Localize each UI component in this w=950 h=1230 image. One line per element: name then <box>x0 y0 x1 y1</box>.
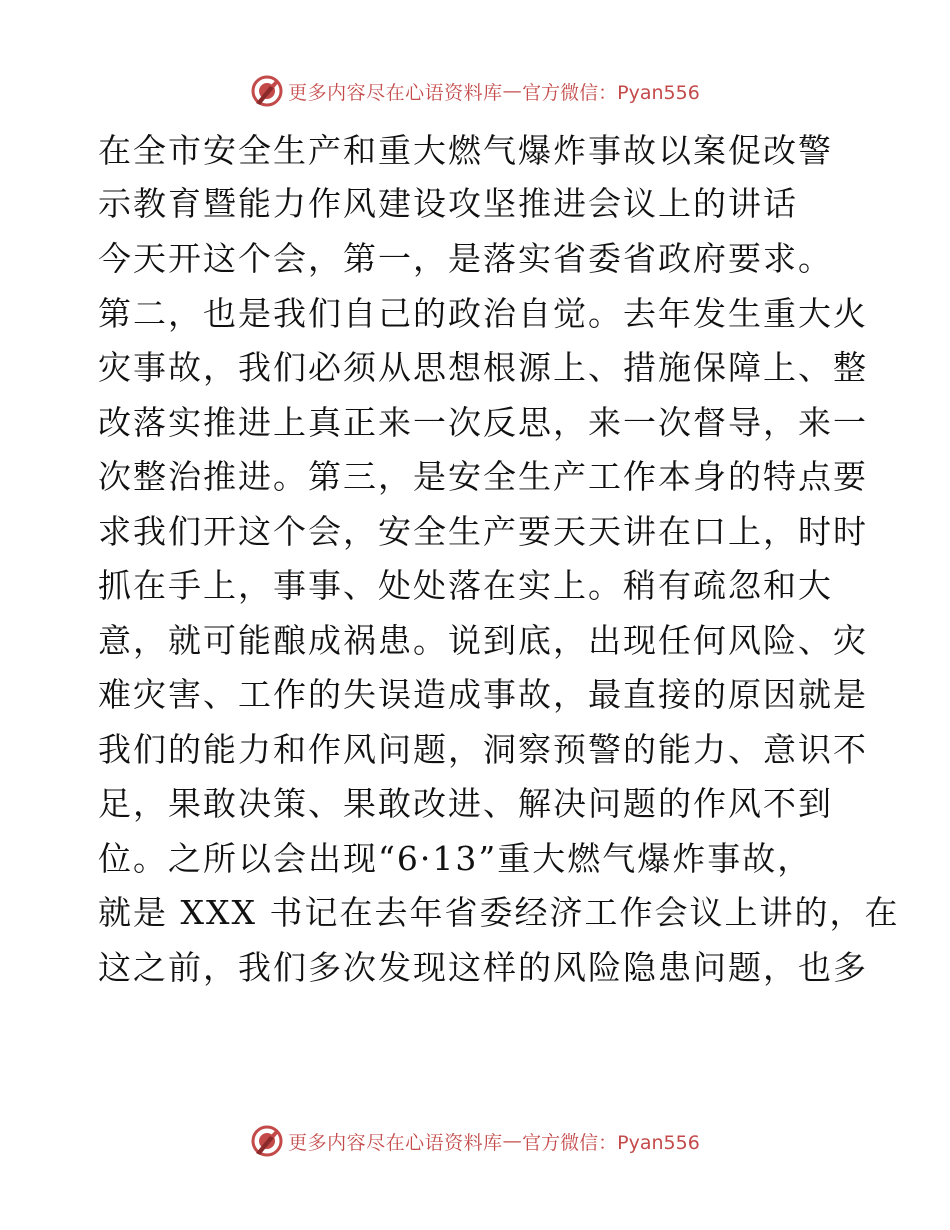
body-paragraph <box>98 232 900 995</box>
pen-circle-logo-icon <box>250 74 284 108</box>
watermark-text: 更多内容尽在心语资料库 <box>288 81 503 104</box>
watermark-dash: — <box>502 1130 523 1152</box>
body-line: 抓在手上，事事、处处落在实上。稍有疏忽和大 <box>98 566 833 605</box>
watermark-wechat: 官方微信：Pyan556 <box>522 1131 700 1154</box>
document-title <box>98 124 858 230</box>
body-line: 意，就可能酿成祸患。说到底，出现任何风险、灾 <box>98 620 868 660</box>
watermark-text: 更多内容尽在心语资料库 <box>288 1131 503 1154</box>
body-line: 就是 XXX 书记在去年省委经济工作会议上讲的，在 <box>98 893 900 932</box>
title-line: 在全市安全生产和重大燃气爆炸事故以案促改警 <box>98 131 833 170</box>
body-line: 位。之所以会出现“6·13”重大燃气爆炸事故， <box>98 838 813 878</box>
body-line: 我们的能力和作风问题，洞察预警的能力、意识不 <box>98 729 868 769</box>
body-line: 这之前，我们多次发现这样的风险隐患问题，也多 <box>98 947 868 987</box>
body-line: 难灾害、工作的失误造成事故，最直接的原因就是 <box>98 675 868 714</box>
body-line: 今天开这个会，第一，是落实省委省政府要求。 <box>98 239 833 278</box>
body-line: 足，果敢决策、果敢改进、解决问题的作风不到 <box>98 784 833 823</box>
footer-watermark <box>0 1121 950 1161</box>
title-line: 示教育暨能力作风建设攻坚推进会议上的讲话 <box>98 184 798 223</box>
watermark-wechat: 官方微信：Pyan556 <box>522 81 700 104</box>
body-line: 次整治推进。第三，是安全生产工作本身的特点要 <box>98 457 868 496</box>
pen-circle-logo-icon <box>250 1124 284 1158</box>
header-watermark <box>0 71 950 111</box>
body-line: 求我们开这个会，安全生产要天天讲在口上，时时 <box>98 511 868 551</box>
watermark-dash: — <box>502 80 523 102</box>
body-line: 改落实推进上真正来一次反思，来一次督导，来一 <box>98 402 868 442</box>
body-line: 第二，也是我们自己的政治自觉。去年发生重大火 <box>98 293 868 333</box>
body-line: 灾事故，我们必须从思想根源上、措施保障上、整 <box>98 348 868 387</box>
